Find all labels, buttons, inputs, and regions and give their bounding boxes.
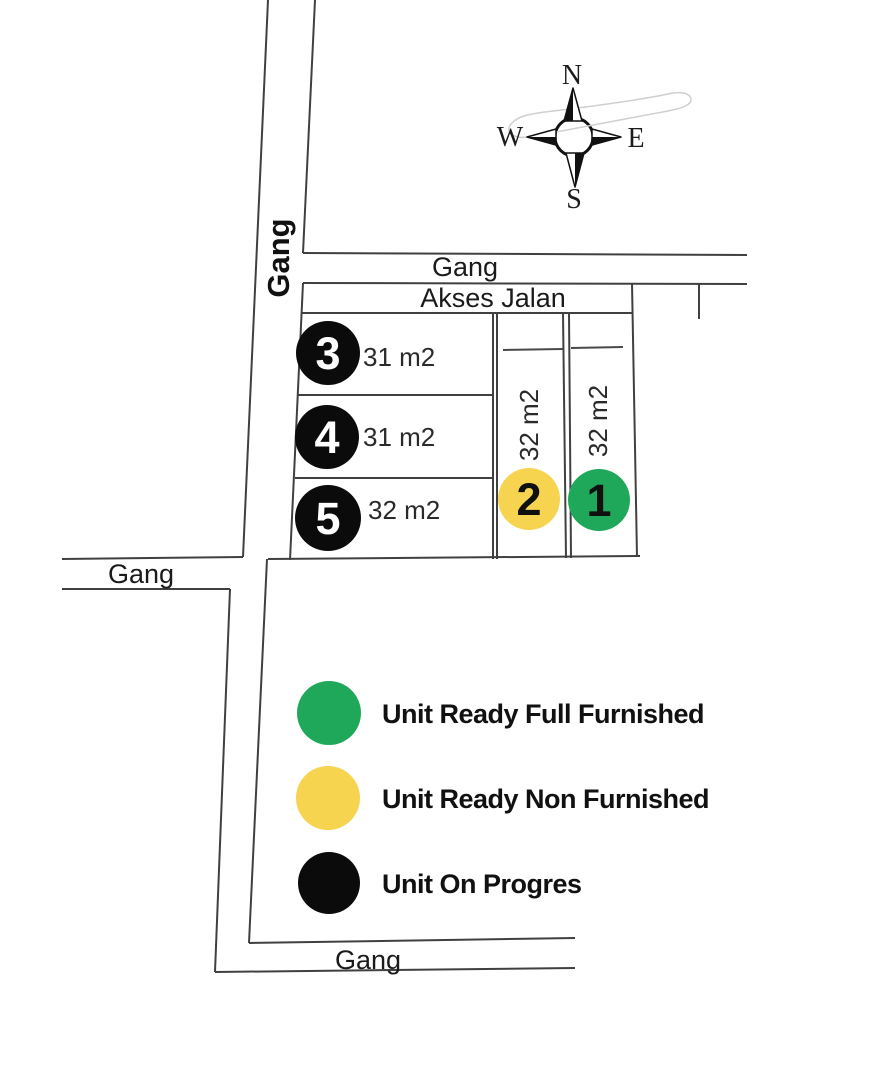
legend-dot-yellow	[296, 766, 360, 830]
legend-dot-black	[298, 852, 360, 914]
unit-4-number: 4	[314, 412, 340, 463]
legend-item-non-furnished	[296, 766, 709, 830]
gang-top-upper-line	[303, 253, 747, 255]
akses-jalan-label: Akses Jalan	[420, 283, 566, 313]
top-gang-label: Gang	[431, 252, 499, 282]
unit-marker-3	[296, 321, 360, 385]
legend-item-full-furnished	[297, 681, 704, 745]
col-divider-b	[569, 313, 571, 558]
unit-3-number: 3	[315, 328, 341, 379]
legend	[296, 681, 709, 914]
unit-4-area-label: 31 m2	[363, 422, 436, 452]
south-road-left-edge	[215, 589, 230, 972]
bottom-gang-label: Gang	[334, 945, 402, 975]
compass-pointer-south	[566, 153, 584, 187]
compass-rose	[497, 60, 691, 215]
compass-pointer-west	[527, 129, 556, 145]
west-gang-label: Gang	[107, 559, 175, 589]
unit-2-number: 2	[516, 474, 542, 525]
legend-label-non-furnished: Unit Ready Non Furnished	[382, 784, 710, 814]
compass-pointer-east	[592, 129, 621, 145]
unit-5-number: 5	[315, 493, 341, 544]
bottom-road-top-line	[249, 938, 575, 943]
compass-e-label: E	[627, 123, 645, 154]
compass-pointer-north	[564, 88, 582, 121]
unit-marker-2	[498, 468, 560, 530]
legend-label-full-furnished: Unit Ready Full Furnished	[382, 699, 705, 729]
col1-front-tick	[571, 347, 623, 348]
compass-circle	[555, 118, 593, 156]
col2-front-tick	[503, 349, 563, 350]
plot-bottom-line	[268, 556, 640, 559]
unit-2-area-label: 32 m2	[514, 388, 544, 462]
south-road-right-edge	[249, 559, 267, 943]
legend-label-on-progres: Unit On Progres	[382, 869, 582, 899]
compass-n-label: N	[561, 60, 583, 91]
unit-marker-4	[295, 405, 359, 469]
legend-item-on-progres	[298, 852, 582, 914]
unit-1-area-label: 32 m2	[583, 384, 613, 458]
vertical-gang-label: Gang	[260, 218, 296, 298]
unit-marker-1	[568, 469, 630, 531]
col-divider-a	[563, 313, 566, 558]
unit-marker-5	[295, 485, 361, 551]
unit-1-number: 1	[586, 475, 612, 526]
unit-5-area-label: 32 m2	[368, 495, 441, 525]
legend-dot-green	[297, 681, 361, 745]
compass-w-label: W	[496, 122, 524, 153]
top-road-right-edge	[303, 0, 315, 253]
compass-s-label: S	[566, 184, 582, 215]
plot-right-edge	[632, 283, 637, 557]
unit-3-area-label: 31 m2	[363, 342, 436, 372]
